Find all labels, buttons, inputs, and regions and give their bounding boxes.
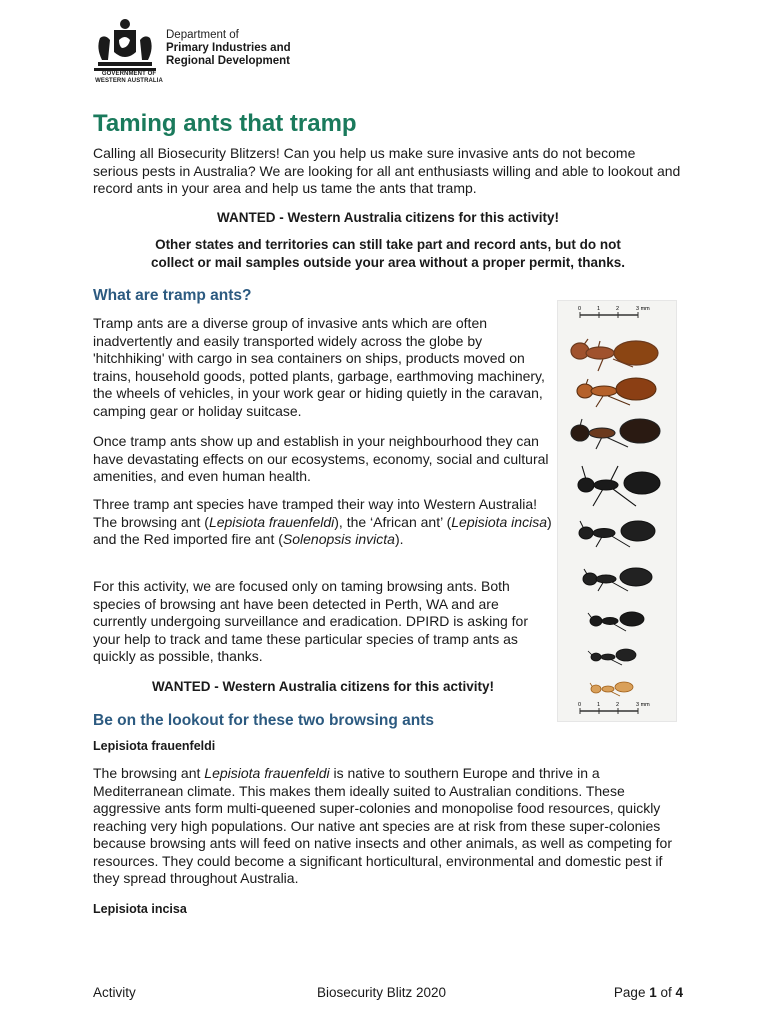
page-prefix: Page <box>613 985 650 1000</box>
species-name-invicta: Solenopsis invicta <box>282 531 395 547</box>
scale-bar-top <box>578 306 650 318</box>
ant-5 <box>579 521 655 547</box>
government-crest-logo <box>92 18 158 76</box>
scale-tick-0: 0 <box>578 306 582 312</box>
wanted-notice: WANTED - Western Australia citizens for this activity! <box>216 210 560 225</box>
p5-text-a: The browsing ant <box>93 765 205 781</box>
p3-text-a: Three tramp ant species have tramped their way into Western Australia! The browsing ant ( <box>93 496 538 530</box>
government-label <box>94 71 164 85</box>
tramp-paragraph-1: Tramp ants are a diverse group of invasive ants which are often inadvertently and easily transported widely across the globe by 'hitchhiking' with cargo in sea containers on ships, products moved on trains, household goods, potted plants, garbage, earthmoving machinery, the wheels of vehicles, in your work gear or hiding quietly in the caravan, camping gear or holiday suitcase. <box>93 315 545 419</box>
species-heading-frauenfeldi: Lepisiota frauenfeldi <box>93 739 216 753</box>
ant-8 <box>588 649 636 665</box>
department-name <box>166 29 291 68</box>
other-states-notice <box>93 236 683 272</box>
section-heading-tramp-ants: What are tramp ants? <box>93 287 252 304</box>
footer-page-number <box>614 985 683 1000</box>
scale-tick-3-bottom: 3 mm <box>636 702 650 708</box>
ant-2 <box>577 378 656 407</box>
species-name-frauenfeldi-inline: Lepisiota frauenfeldi <box>204 765 330 781</box>
page-title: Taming ants that tramp <box>93 110 357 137</box>
wanted-notice-repeat: WANTED - Western Australia citizens for this activity! <box>151 679 495 694</box>
scale-tick-2-bottom: 2 <box>616 702 620 708</box>
species-name-frauenfeldi: Lepisiota frauenfeldi <box>208 513 335 530</box>
p3-text-c: ) and the Red imported fire ant ( <box>93 513 552 547</box>
intro-paragraph: Calling all Biosecurity Blitzers! Can you help us make sure invasive ants do not become serious pests in Australia? We are looking for all ant enthusiasts willing and able to lookout and record ants in your area and help us tame the ants that tramp. <box>93 145 681 196</box>
ant-1 <box>571 339 658 371</box>
tramp-paragraph-3 <box>93 496 553 549</box>
scale-tick-3: 3 mm <box>636 306 650 312</box>
scale-tick-0-bottom: 0 <box>578 702 582 708</box>
footer-activity: Activity <box>93 985 136 1000</box>
scale-tick-1-bottom: 1 <box>597 702 601 708</box>
other-states-line1: Other states and territories can still take part and record ants, but do not <box>155 237 621 252</box>
p3-text-b: ), the ‘African ant’ ( <box>334 513 452 530</box>
page-current: 1 <box>649 985 657 1000</box>
page-of: of <box>656 985 676 1000</box>
ant-7 <box>588 612 644 631</box>
footer-title: Biosecurity Blitz 2020 <box>317 985 447 1000</box>
section-heading-lookout: Be on the lookout for these two browsing ants <box>93 712 435 729</box>
dept-line1: Department of <box>166 29 239 41</box>
p5-text-b: is native to southern Europe and thrive in a Mediterranean climate. This makes them ideally suited to Australian conditions. These aggressive ants form multi-queened super-colonies and monopolise food resources, quickly reaching very high populations. Our native ant species are at risk from these super-colonies because browsing ants will feed on native insects and other animals, as well as competing for resources. They could become a significant horticultural, environmental and domestic pest if they spread throughout Australia. <box>93 765 672 886</box>
frauenfeldi-paragraph <box>93 765 683 888</box>
tramp-paragraph-4: For this activity, we are focused only on taming browsing ants. Both species of browsing ant have been detected in Perth, WA and are currently undergoing surveillance and eradication. DPIRD is asking for your help to track and tame these particular species of tramp ants as quickly as possible, thanks. <box>93 578 528 664</box>
scale-bar-bottom <box>578 702 650 714</box>
p3-text-d: ). <box>394 531 404 547</box>
page-total: 4 <box>675 985 683 1000</box>
ant-species-illustration <box>557 300 677 722</box>
species-name-incisa: Lepisiota incisa <box>451 513 547 530</box>
govt-line2: WESTERN AUSTRALIA <box>95 78 163 84</box>
scale-tick-1: 1 <box>597 306 601 312</box>
ant-9 <box>590 682 633 696</box>
dept-line2: Primary Industries and <box>166 42 291 54</box>
species-heading-incisa: Lepisiota incisa <box>93 902 187 916</box>
tramp-paragraph-2: Once tramp ants show up and establish in your neighbourhood they can have devastating effects on our ecosystems, economy, social and cultural amenities, and even human health. <box>93 433 549 484</box>
ant-6 <box>583 568 652 591</box>
dept-line3: Regional Development <box>166 55 290 67</box>
other-states-line2: collect or mail samples outside your area without a proper permit, thanks. <box>150 255 626 270</box>
scale-tick-2: 2 <box>616 306 620 312</box>
ant-4 <box>578 466 660 506</box>
govt-line1: GOVERNMENT OF <box>101 71 157 77</box>
ant-3 <box>571 419 660 449</box>
